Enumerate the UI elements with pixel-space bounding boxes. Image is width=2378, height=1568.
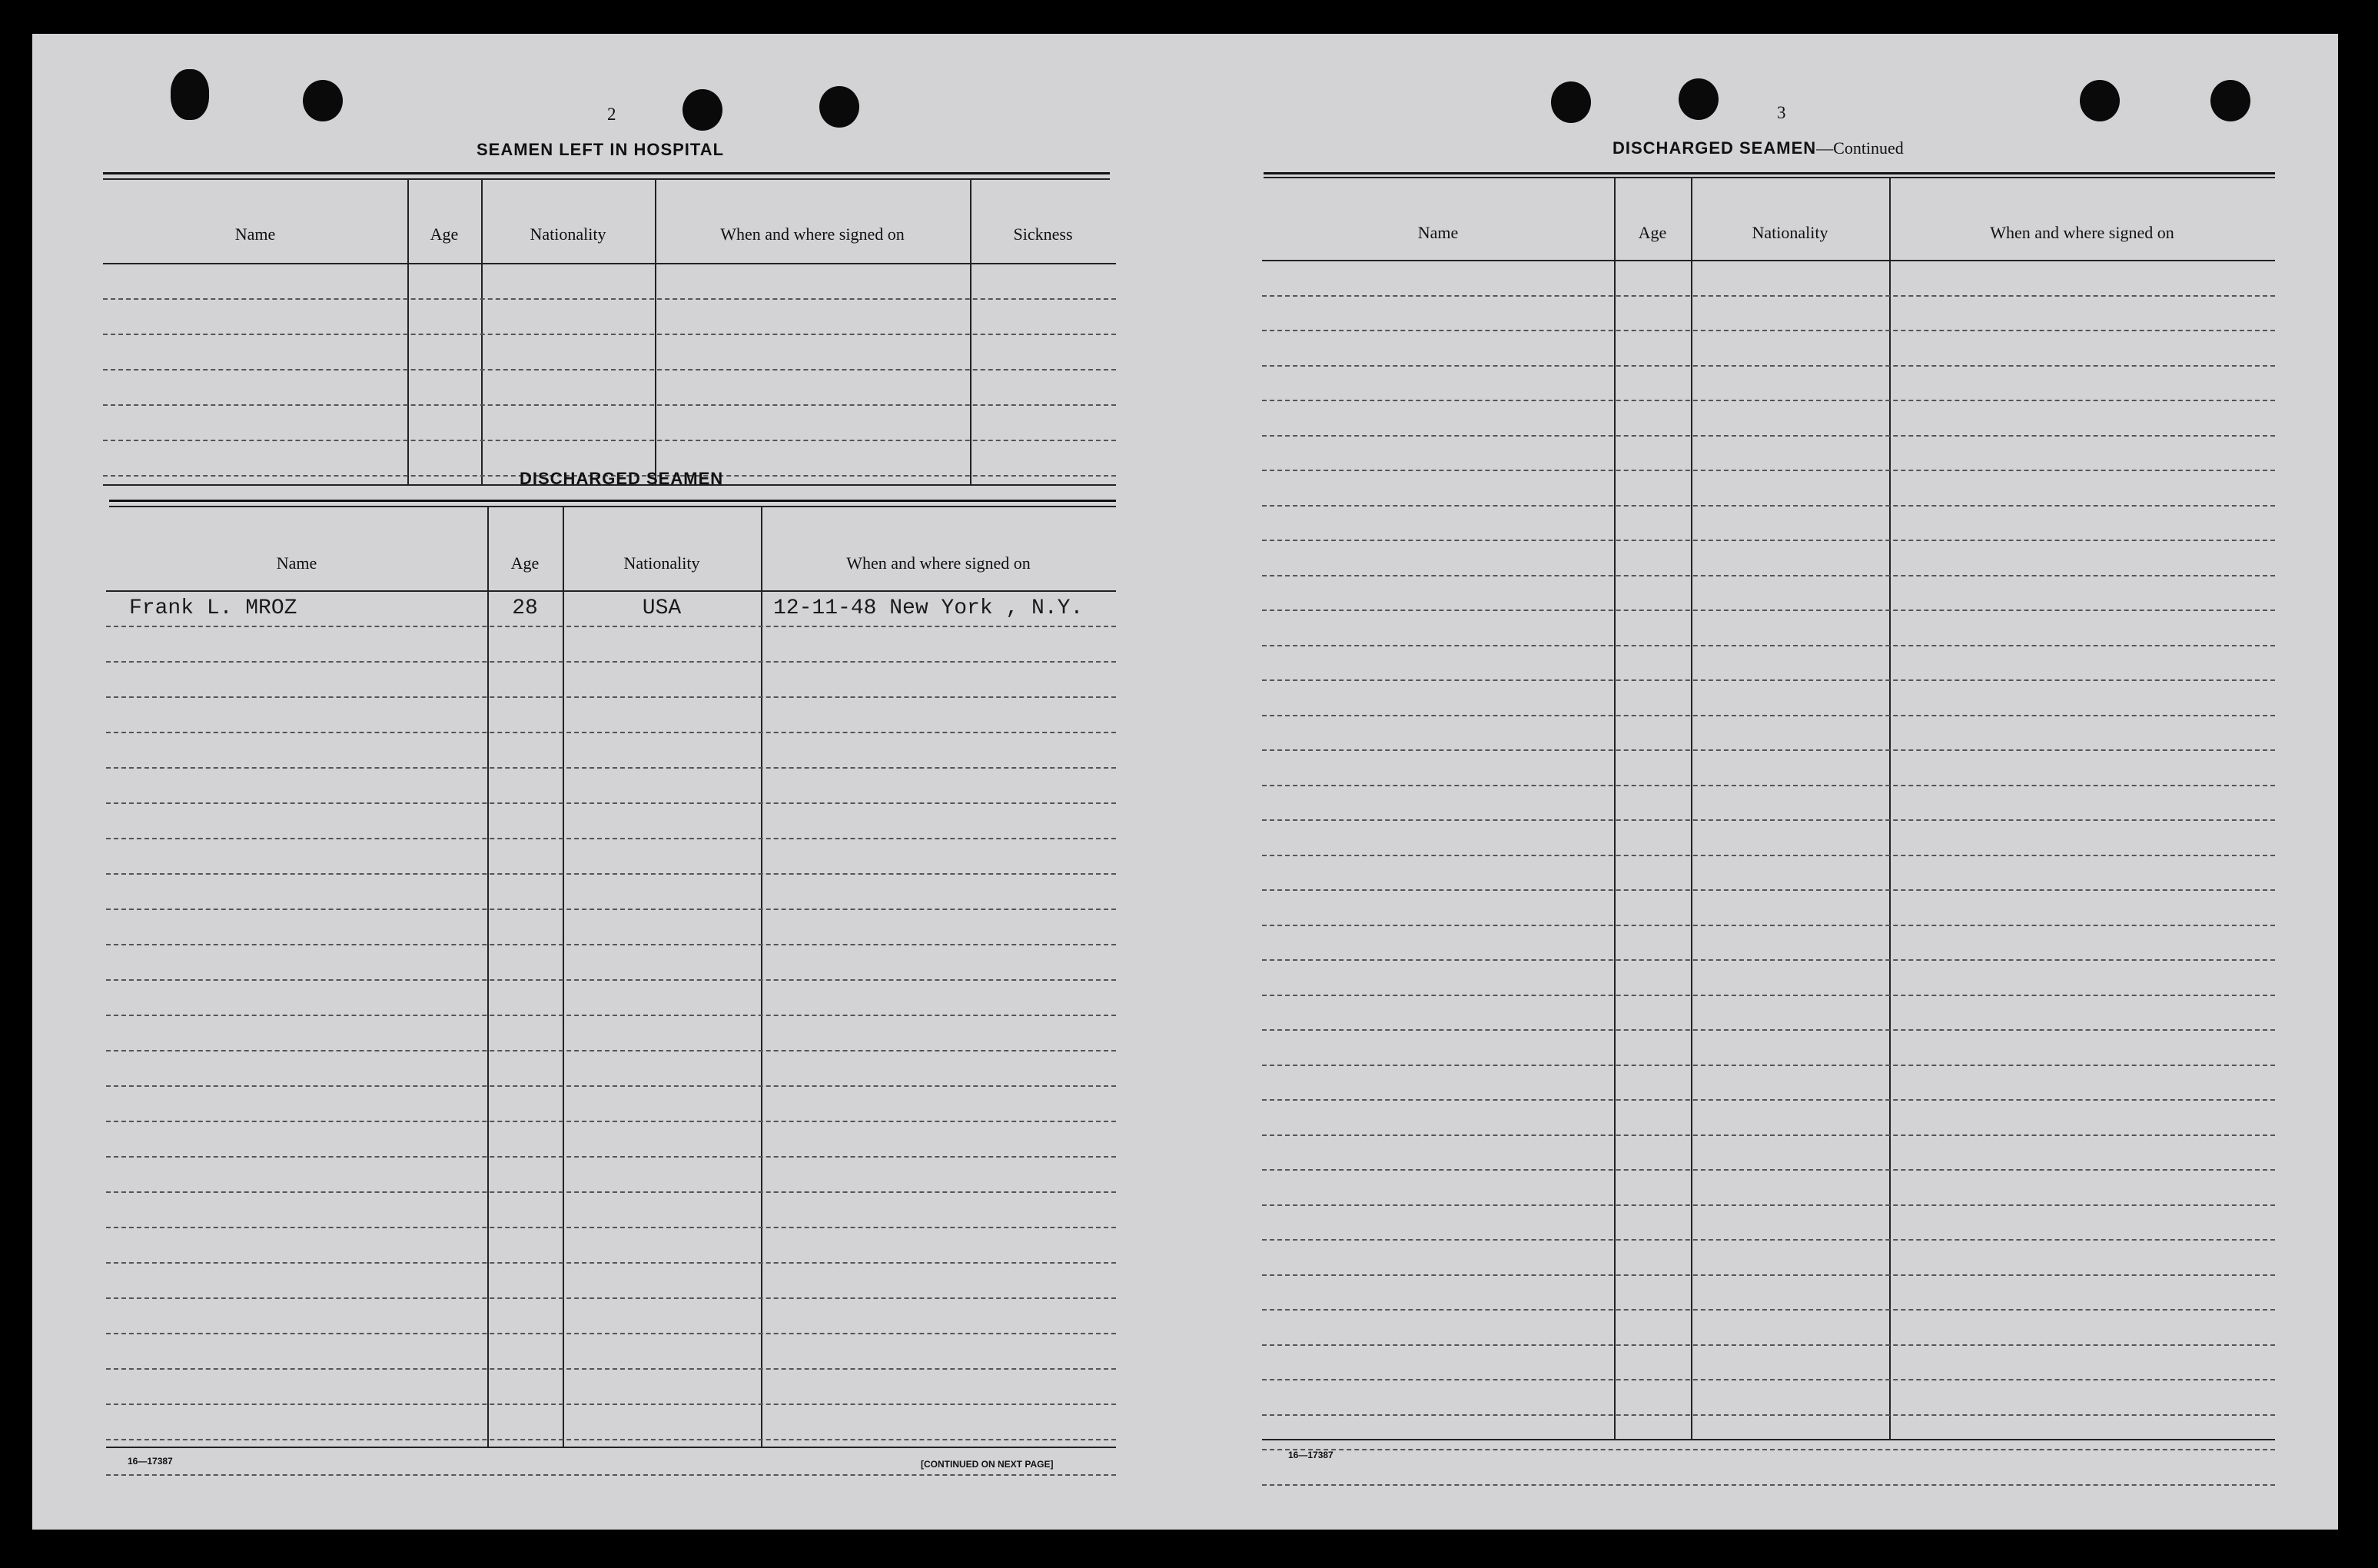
column-divider bbox=[1614, 178, 1616, 1439]
table-row bbox=[1262, 1029, 2275, 1031]
table-row bbox=[106, 1050, 1116, 1051]
table-row bbox=[1262, 1449, 2275, 1450]
table-row bbox=[106, 944, 1116, 945]
punch-hole bbox=[2210, 80, 2250, 121]
entry-signed-on: 12-11-48 New York , N.Y. bbox=[773, 596, 1084, 620]
column-divider bbox=[563, 507, 564, 1447]
table-row bbox=[1262, 575, 2275, 576]
page-number-left: 2 bbox=[607, 105, 616, 124]
form-number-left: 16—17387 bbox=[128, 1456, 173, 1467]
punch-hole bbox=[171, 69, 209, 120]
table-row bbox=[1262, 1274, 2275, 1276]
table-row bbox=[1262, 505, 2275, 507]
hospital-top-rule bbox=[103, 172, 1110, 174]
table-row bbox=[103, 298, 1116, 300]
column-divider bbox=[1889, 178, 1891, 1439]
right-title-suffix: —Continued bbox=[1816, 138, 1904, 158]
table-row bbox=[106, 1262, 1116, 1264]
header-rule bbox=[103, 263, 1116, 264]
discharged-table bbox=[106, 507, 1116, 1447]
table-row bbox=[106, 1297, 1116, 1299]
punch-hole bbox=[2080, 80, 2120, 121]
table-row bbox=[1262, 610, 2275, 611]
table-row bbox=[106, 1404, 1116, 1405]
table-row bbox=[1262, 1204, 2275, 1206]
table-row bbox=[1262, 715, 2275, 716]
form-number-right: 16—17387 bbox=[1288, 1450, 1333, 1460]
column-header: Name bbox=[276, 553, 317, 573]
table-row bbox=[106, 1015, 1116, 1016]
table-row bbox=[106, 1121, 1116, 1122]
table-row bbox=[106, 838, 1116, 839]
punch-hole bbox=[683, 89, 722, 131]
table-row bbox=[1262, 749, 2275, 751]
page-number-right: 3 bbox=[1777, 103, 1786, 122]
column-divider bbox=[1691, 178, 1692, 1439]
column-header: Age bbox=[1638, 223, 1667, 242]
table-row bbox=[106, 1227, 1116, 1228]
table-row bbox=[106, 1368, 1116, 1370]
table-row bbox=[1262, 1379, 2275, 1380]
table-row bbox=[1262, 995, 2275, 996]
column-header: Nationality bbox=[1752, 223, 1828, 242]
table-row bbox=[1262, 1239, 2275, 1241]
table-row bbox=[106, 1085, 1116, 1087]
document-sheet bbox=[32, 34, 2338, 1530]
entry-nationality: USA bbox=[642, 596, 682, 620]
table-row bbox=[1262, 855, 2275, 856]
column-header: Nationality bbox=[623, 553, 700, 573]
table-row bbox=[106, 626, 1116, 627]
column-divider bbox=[487, 507, 489, 1447]
discharged-top-rule bbox=[109, 500, 1116, 502]
table-row bbox=[1262, 819, 2275, 821]
table-row bbox=[1262, 435, 2275, 437]
column-header: When and where signed on bbox=[846, 553, 1031, 573]
header-rule bbox=[106, 590, 1116, 592]
continued-note: [CONTINUED ON NEXT PAGE] bbox=[921, 1459, 1054, 1470]
table-row bbox=[1262, 785, 2275, 786]
punch-hole bbox=[1679, 78, 1719, 120]
table-row bbox=[106, 1474, 1116, 1476]
table-row bbox=[103, 404, 1116, 406]
table-row bbox=[106, 767, 1116, 769]
table-row bbox=[1262, 1134, 2275, 1136]
entry-name: Frank L. MROZ bbox=[129, 596, 297, 620]
table-row bbox=[1262, 1309, 2275, 1311]
column-divider bbox=[761, 507, 762, 1447]
table-row bbox=[1262, 1099, 2275, 1101]
column-header: Sickness bbox=[1013, 224, 1073, 244]
table-row bbox=[1262, 1065, 2275, 1066]
punch-hole bbox=[303, 80, 343, 121]
table-row bbox=[106, 1191, 1116, 1193]
table-row bbox=[1262, 925, 2275, 926]
table-row bbox=[1262, 1344, 2275, 1346]
column-header: Nationality bbox=[530, 224, 606, 244]
column-header: When and where signed on bbox=[720, 224, 905, 244]
table-row bbox=[1262, 540, 2275, 541]
table-row bbox=[1262, 1484, 2275, 1486]
column-header: Name bbox=[1417, 223, 1459, 242]
hospital-section-title: SEAMEN LEFT IN HOSPITAL bbox=[477, 140, 725, 159]
table-row bbox=[1262, 1169, 2275, 1171]
punch-hole bbox=[1551, 81, 1591, 123]
table-row bbox=[106, 909, 1116, 910]
table-row bbox=[106, 661, 1116, 663]
table-row bbox=[1262, 330, 2275, 331]
column-header: Name bbox=[234, 224, 276, 244]
table-bottom-rule bbox=[106, 1447, 1116, 1448]
column-header: When and where signed on bbox=[1990, 223, 2174, 242]
table-row bbox=[1262, 400, 2275, 401]
right-section-title bbox=[1612, 138, 1904, 158]
table-row bbox=[1262, 889, 2275, 891]
table-row bbox=[1262, 470, 2275, 471]
table-row bbox=[1262, 959, 2275, 961]
table-row bbox=[106, 696, 1116, 698]
table-row bbox=[106, 802, 1116, 804]
header-rule bbox=[1262, 260, 2275, 261]
continued-table bbox=[1262, 178, 2275, 1439]
table-row bbox=[1262, 295, 2275, 297]
table-row bbox=[106, 873, 1116, 875]
table-row bbox=[1262, 1414, 2275, 1416]
column-header: Age bbox=[430, 224, 459, 244]
right-title-main: DISCHARGED SEAMEN bbox=[1612, 138, 1817, 158]
column-header: Age bbox=[510, 553, 540, 573]
table-row bbox=[106, 979, 1116, 981]
table-row bbox=[103, 369, 1116, 370]
discharged-section-title: DISCHARGED SEAMEN bbox=[520, 469, 724, 488]
table-row bbox=[1262, 645, 2275, 646]
table-bottom-rule bbox=[1262, 1439, 2275, 1440]
hospital-table bbox=[103, 180, 1116, 484]
table-row bbox=[1262, 365, 2275, 367]
table-row bbox=[106, 1333, 1116, 1334]
table-row bbox=[106, 1156, 1116, 1158]
punch-hole bbox=[819, 86, 859, 128]
table-row bbox=[103, 440, 1116, 441]
table-row bbox=[1262, 679, 2275, 681]
table-row bbox=[103, 334, 1116, 335]
right-top-rule bbox=[1264, 172, 2275, 174]
table-row bbox=[106, 1439, 1116, 1440]
table-row bbox=[106, 732, 1116, 733]
entry-age: 28 bbox=[512, 596, 538, 620]
